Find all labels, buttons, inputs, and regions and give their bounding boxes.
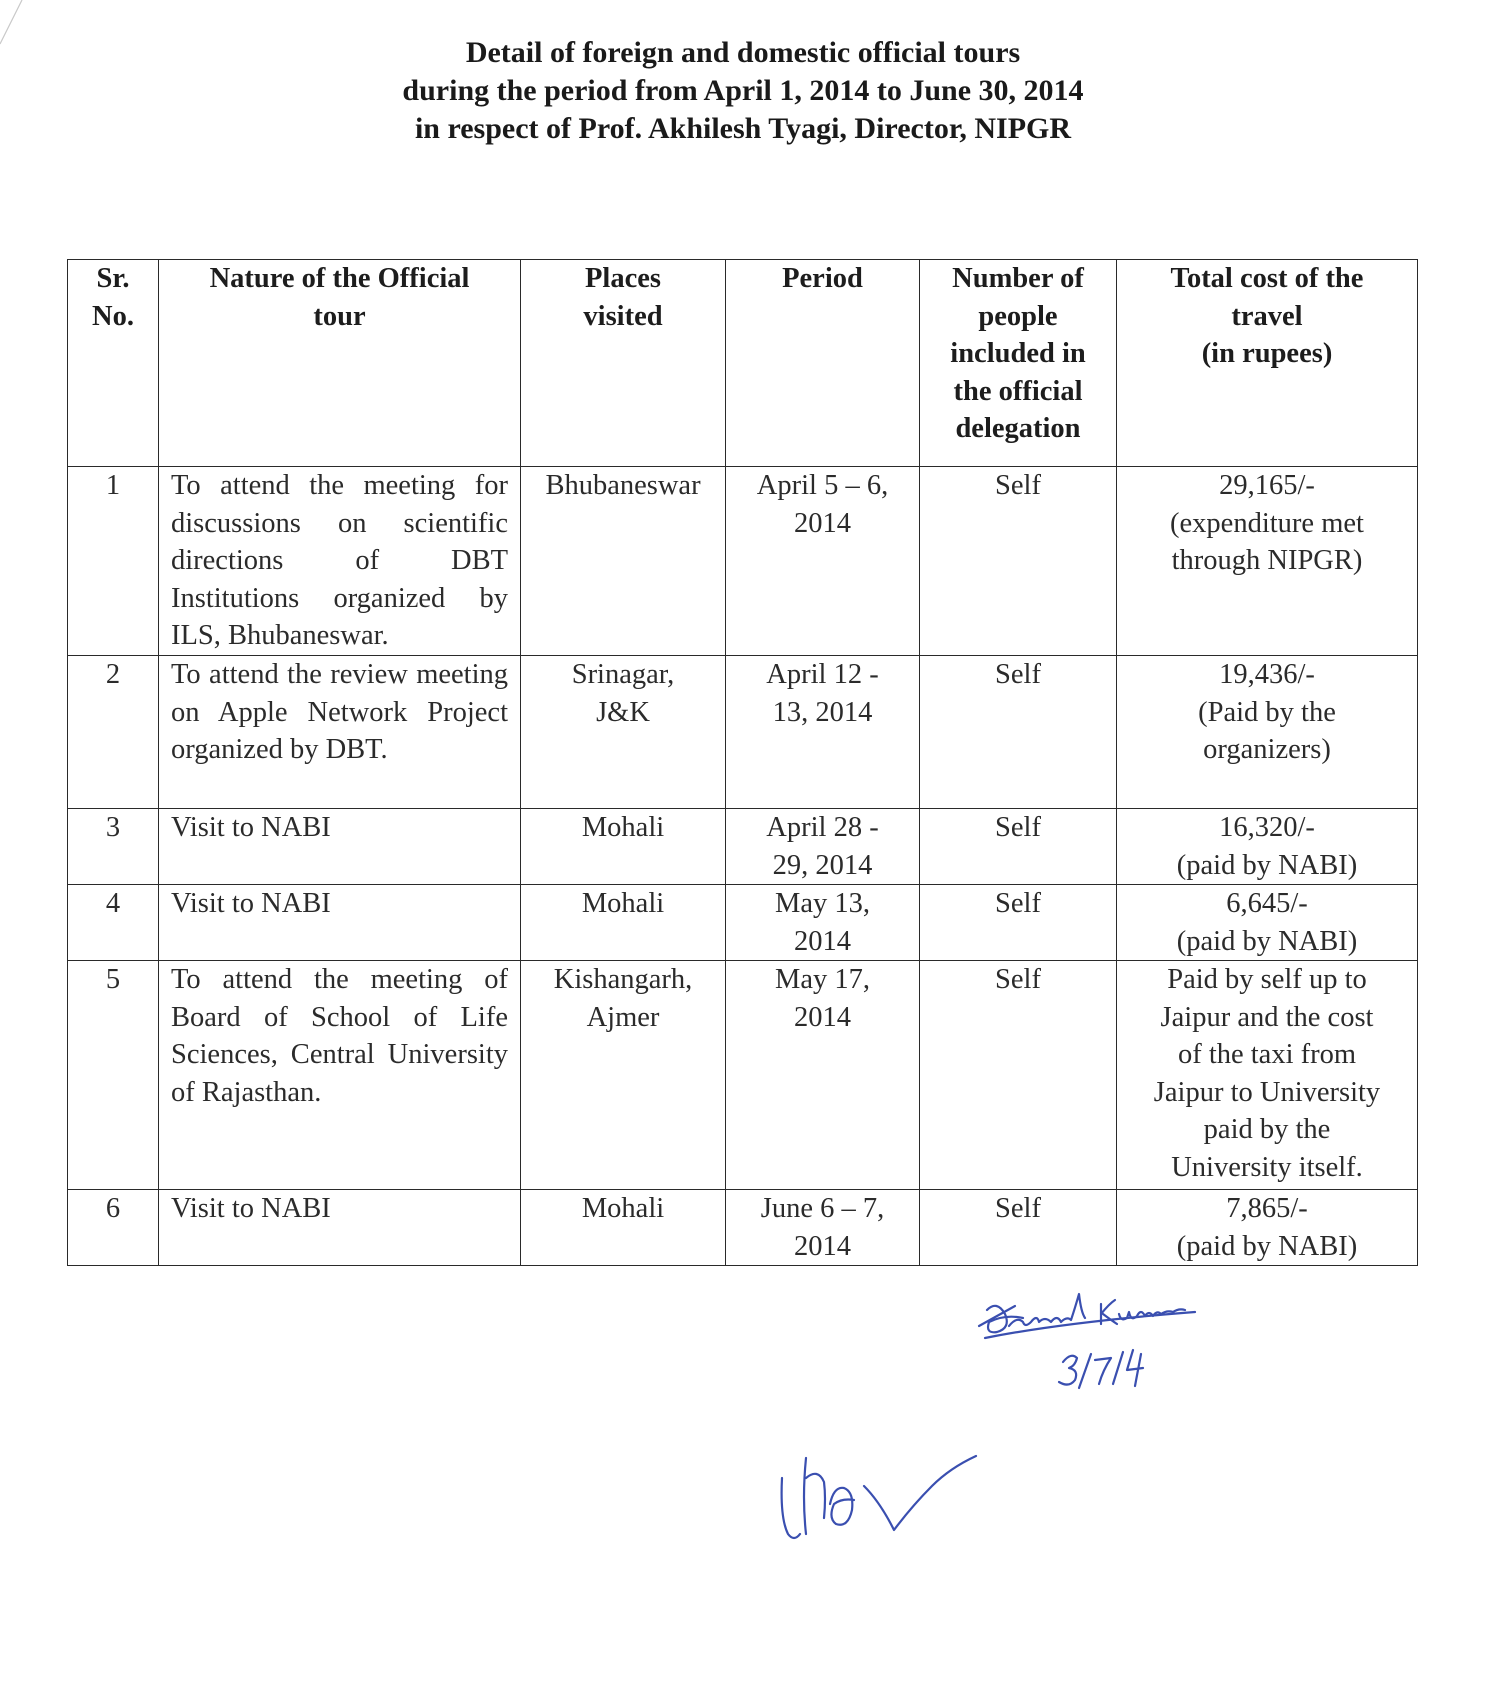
cell-people: Self [920, 809, 1117, 885]
cell-cost: Paid by self up to Jaipur and the cost of the taxi from Jaipur to University paid by the University itself. [1117, 961, 1418, 1190]
cell-people: Self [920, 467, 1117, 656]
cell-sr: 5 [68, 961, 159, 1190]
cell-sr: 4 [68, 885, 159, 961]
title-line-3: in respect of Prof. Akhilesh Tyagi, Director, NIPGR [414, 112, 1072, 145]
header-nature: Nature of the Official tour [159, 260, 521, 467]
cell-nature: To attend the meeting for discussions on scientific directions of DBT Institutions organized by ILS, Bhubaneswar. [159, 467, 521, 656]
cell-people: Self [920, 656, 1117, 809]
header-cost: Total cost of the travel (in rupees) [1117, 260, 1418, 467]
cell-period: April 12 - 13, 2014 [726, 656, 920, 809]
cell-cost: 19,436/- (Paid by the organizers) [1117, 656, 1418, 809]
cell-sr: 1 [68, 467, 159, 656]
cell-people: Self [920, 885, 1117, 961]
table-row [68, 1190, 1418, 1266]
header-period: Period [726, 260, 920, 467]
cell-nature: To attend the meeting of Board of School of Life Sciences, Central University of Rajasthan. [159, 961, 521, 1190]
document-title [0, 34, 1486, 148]
header-sr-no: Sr. No. [68, 260, 159, 467]
tours-table [67, 259, 1418, 1266]
cell-period: June 6 – 7, 2014 [726, 1190, 920, 1266]
cell-places: Kishangarh, Ajmer [521, 961, 726, 1190]
header-places: Places visited [521, 260, 726, 467]
table-row [68, 467, 1418, 656]
signature-kamal-kumar [975, 1288, 1225, 1398]
cell-period: April 5 – 6, 2014 [726, 467, 920, 656]
cell-nature: Visit to NABI [159, 809, 521, 885]
table-row [68, 961, 1418, 1190]
title-line-1: Detail of foreign and domestic official tours [465, 36, 1021, 69]
cell-nature: To attend the review meeting on Apple Network Project organized by DBT. [159, 656, 521, 809]
cell-places: Bhubaneswar [521, 467, 726, 656]
header-people: Number of people included in the official delegation [920, 260, 1117, 467]
table-row [68, 809, 1418, 885]
cell-period: May 13, 2014 [726, 885, 920, 961]
cell-people: Self [920, 1190, 1117, 1266]
cell-cost: 7,865/- (paid by NABI) [1117, 1190, 1418, 1266]
cell-nature: Visit to NABI [159, 1190, 521, 1266]
cell-cost: 16,320/- (paid by NABI) [1117, 809, 1418, 885]
cell-sr: 2 [68, 656, 159, 809]
cell-sr: 3 [68, 809, 159, 885]
cell-places: Mohali [521, 885, 726, 961]
cell-period: May 17, 2014 [726, 961, 920, 1190]
signature-initials [772, 1438, 1012, 1558]
table-row [68, 885, 1418, 961]
cell-nature: Visit to NABI [159, 885, 521, 961]
cell-cost: 29,165/- (expenditure met through NIPGR) [1117, 467, 1418, 656]
cell-places: Srinagar, J&K [521, 656, 726, 809]
cell-cost: 6,645/- (paid by NABI) [1117, 885, 1418, 961]
table-header-row [68, 260, 1418, 467]
cell-people: Self [920, 961, 1117, 1190]
cell-places: Mohali [521, 1190, 726, 1266]
cell-places: Mohali [521, 809, 726, 885]
title-line-2: during the period from April 1, 2014 to June 30, 2014 [402, 74, 1084, 107]
cell-period: April 28 - 29, 2014 [726, 809, 920, 885]
cell-sr: 6 [68, 1190, 159, 1266]
table-row [68, 656, 1418, 809]
